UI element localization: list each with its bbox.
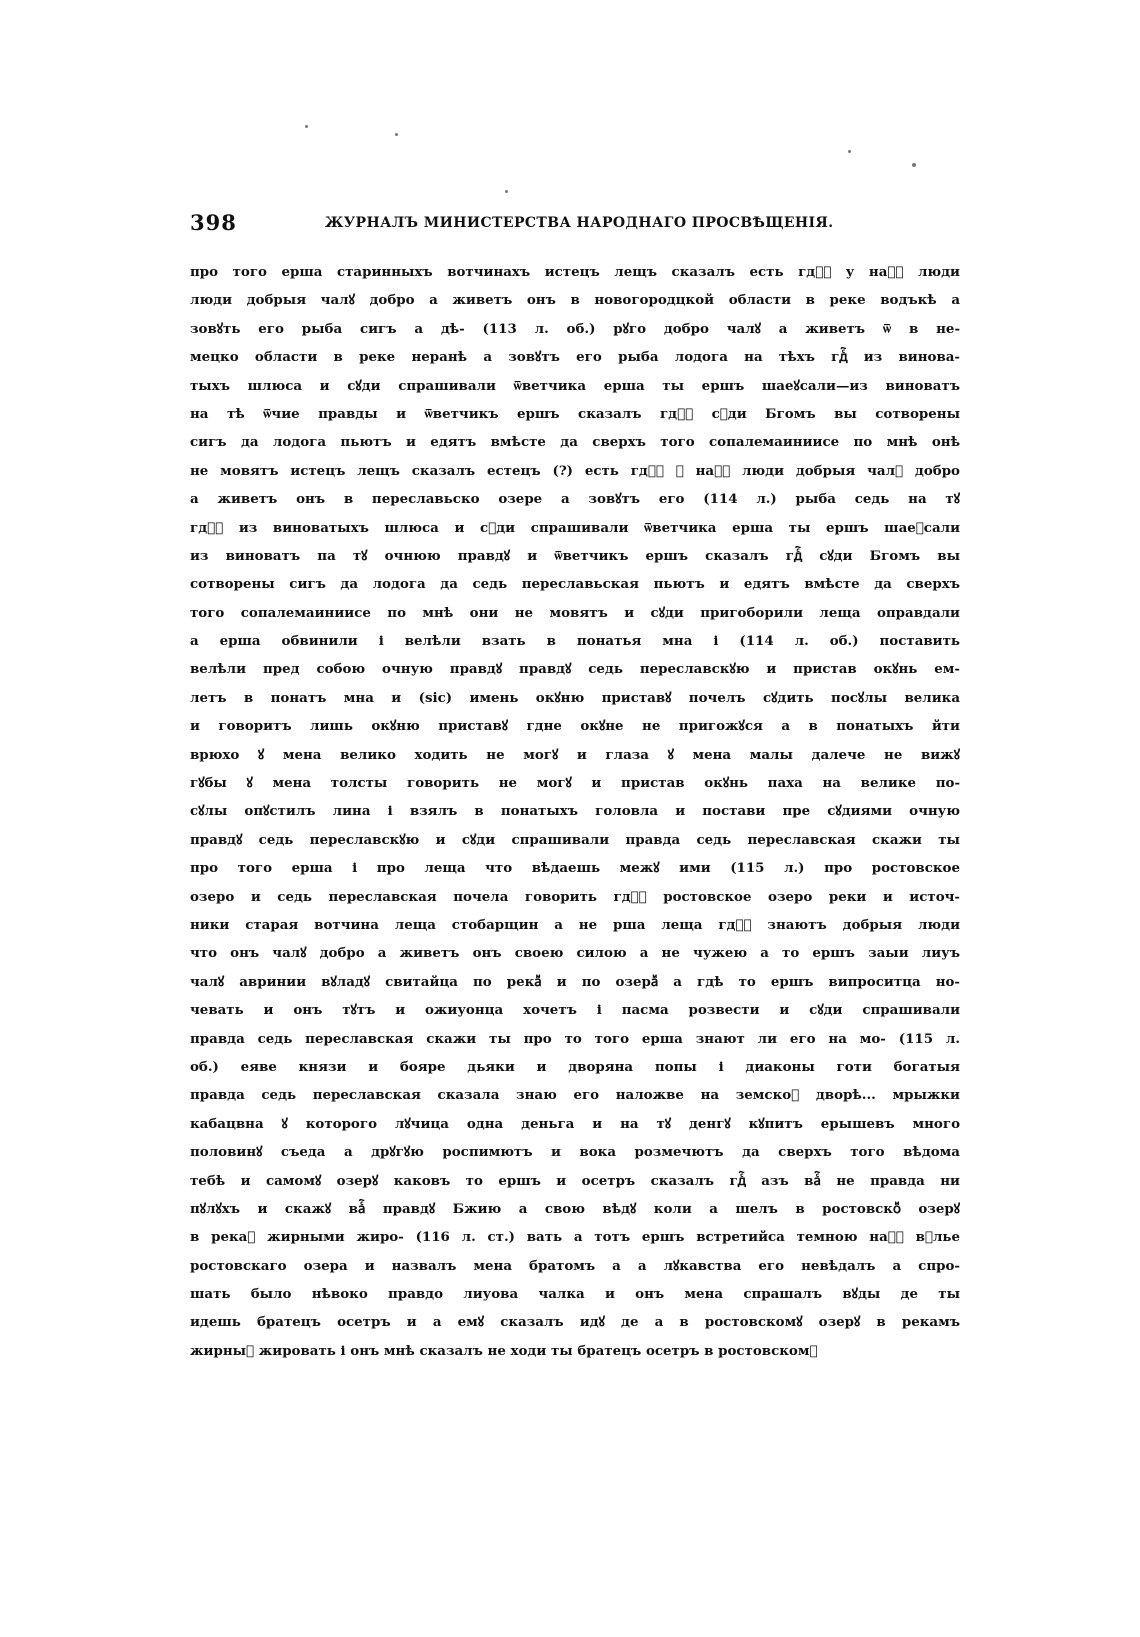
text-line: велѣли пред собою очную правдꙋ правдꙋ седь переславскꙋю и пристав окꙋнь ем-: [190, 661, 960, 678]
text-line: правда седь переславская сказала знаю его наложве на земскоⷨ дворѣ... мрыжки: [190, 1087, 960, 1104]
text-line: а живетъ онъ в переславьско озере а зовꙋтъ его (114 л.) рыба седь на тꙋ: [190, 491, 960, 508]
text-line: тыхъ шлюса и сꙋди спрашивали ѿветчика ерша ты ершъ шаеꙋсали—из виноватъ: [190, 377, 960, 394]
text-line: врюхо ꙋ мена велико ходить не могꙋ и глаза ꙋ мена малы далече не вижꙋ: [190, 746, 960, 763]
text-line: зовꙋть его рыба сигъ а дѣ- (113 л. об.) рꙋго добро чалꙋ а живетъ ѿ в не-: [190, 320, 960, 337]
body-text: [190, 258, 960, 1398]
text-line: что онъ чалꙋ добро а живетъ онъ своею силою а не чужею а то ершъ заыи лиуъ: [190, 945, 960, 962]
scan-speck: [505, 190, 508, 193]
text-line: и говоритъ лишь окꙋню приставꙋ гдне окꙋне не пригожꙋся а в понатыхъ йти: [190, 718, 960, 735]
text-line: не мовятъ истецъ лещъ сказалъ естецъ (?) есть гдⷭ҇ ꙋ наⷭ҇ люди добрыя чалꙋ добро: [190, 462, 960, 479]
page-header: [190, 210, 960, 240]
text-line: летъ в понатъ мна и (sic) имень окꙋню приставꙋ почелъ сꙋдить посꙋлы велика: [190, 689, 960, 706]
scan-speck: [848, 150, 851, 153]
text-line: мецко области в реке неранѣ а зовꙋтъ его рыба лодога на тѣхъ гдⷭ҇ из винова-: [190, 349, 960, 366]
running-title: ЖУРНАЛЪ МИНИСТЕРСТВА НАРОДНАГО ПРОСВѢЩЕНІЯ.: [325, 215, 834, 231]
text-line: жирныⷨ жировать і онъ мнѣ сказалъ не ходи ты братецъ осетръ в ростовскомꙋ: [190, 1342, 818, 1359]
text-line: правда седь переславская скажи ты про то того ерша знают ли его на мо- (115 л.: [190, 1030, 960, 1047]
text-line: ники старая вотчина леща стобарщин а не рша леща гдⷭ҇ знаютъ добрыя люди: [190, 916, 960, 933]
text-line: шать было нѣвоко правдо лиуова чалка и онъ мена спрашалъ вꙋды де ты: [190, 1286, 960, 1303]
text-line: идешь братецъ осетръ и а емꙋ сказалъ идꙋ де а в ростовскомꙋ озерꙋ в рекамъ: [190, 1314, 960, 1331]
text-line: половинꙋ съеда а дрꙋгꙋю роспимютъ и вока розмечютъ да сверхъ того вѣдома: [190, 1144, 960, 1161]
text-line: правдꙋ седь переславскꙋю и сꙋди спрашивали правда седь переславская скажи ты: [190, 831, 960, 848]
text-line: про того ерша старинныхъ вотчинахъ истецъ лещъ сказалъ есть гдⷭ҇ у наⷭ҇ люди: [190, 264, 960, 280]
text-line: а ерша обвинили і велѣли взать в понатья мна і (114 л. об.) поставить: [190, 633, 960, 650]
text-line: ростовскаго озера и назвалъ мена братомъ а а лꙋкавства его невѣдалъ а спро-: [190, 1257, 960, 1274]
text-line: сотворены сигъ да лодога да седь переславьская пьютъ и едятъ вмѣсте да сверхъ: [190, 576, 960, 593]
text-line: из виноватъ па тꙋ очнюю правдꙋ и ѿветчикъ ершъ сказалъ гдⷭ҇ сꙋди Бгомъ вы: [190, 547, 960, 564]
scan-speck: [912, 163, 916, 167]
text-line: гꙋбы ꙋ мена толсты говорить не могꙋ и пристав окꙋнь паха на велике по-: [190, 775, 960, 792]
text-line: чевать и онъ тꙋтъ и ожиуонца хочетъ і пасма розвести и сꙋди спрашивали: [190, 1002, 960, 1019]
scan-speck: [305, 125, 308, 128]
text-line: об.) еяве князи и бояре дьяки и дворяна попы і диаконы готи богатыя: [190, 1058, 960, 1075]
text-line: гдⷭ҇ из виноватыхъ шлюса и сꙋди спрашивали ѿветчика ерша ты ершъ шаеꙋсали: [190, 519, 960, 536]
text-line: того сопалемаиниисе по мнѣ они не мовятъ и сꙋди пригоборили леща оправдали: [190, 604, 960, 621]
text-line: пꙋлꙋхъ и скажꙋ ваⷭ҇ правдꙋ Бжию а свою вѣдꙋ коли а шелъ в ростовскоⷨ озерꙋ: [190, 1200, 960, 1217]
text-line: тебѣ и самомꙋ озерꙋ каковъ то ершъ и осетръ сказалъ гдⷭ҇ азъ ваⷭ҇ не правда ни: [190, 1172, 960, 1189]
text-line: про того ерша і про леща что вѣдаешь межꙋ ими (115 л.) про ростовское: [190, 860, 960, 877]
text-line: на тѣ ѿчие правды и ѿветчикъ ершъ сказалъ гдⷭ҇ сꙋди Бгомъ вы сотворены: [190, 405, 960, 422]
page-number: 398: [190, 210, 237, 235]
text-line: сигъ да лодога пьютъ и едятъ вмѣсте да сверхъ того сопалемаиниисе по мнѣ онѣ: [190, 434, 960, 451]
text-line: сꙋлы опꙋстилъ лина і взялъ в понатыхъ головла и постави пре сꙋдиями очную: [190, 803, 960, 820]
text-line: чалꙋ авринии вꙋладꙋ свитайца по рекаⷨ и по озераⷨ а гдѣ то ершъ випроситца но-: [190, 973, 960, 990]
text-line: в рекаⷨ жирными жиро- (116 л. ст.) вать а тотъ ершъ встретийса темною наⷭ҇ вꙋлье: [190, 1229, 960, 1246]
scan-speck: [395, 133, 398, 136]
text-line: кабацвна ꙋ которого лꙋчица одна деньга и на тꙋ денгꙋ кꙋпитъ ерышевъ много: [190, 1115, 960, 1132]
text-line: озеро и седь переславская почела говорить гдⷭ҇ ростовское озеро реки и источ-: [190, 888, 960, 905]
text-line: люди добрыя чалꙋ добро а живетъ онъ в новогородцкой области в реке водъкѣ а: [190, 292, 960, 309]
